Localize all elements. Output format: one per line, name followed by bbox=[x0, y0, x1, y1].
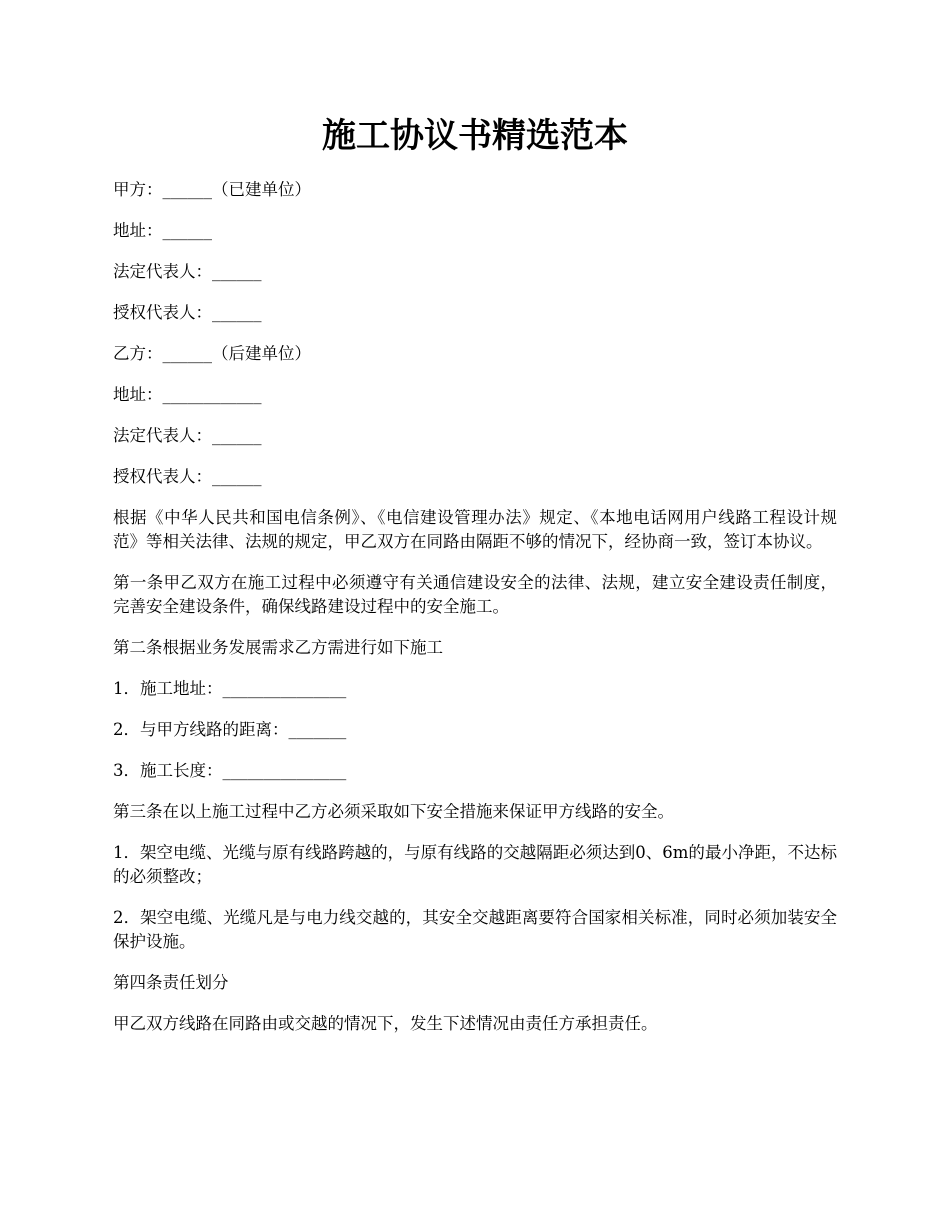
party-b-legal-rep: 法定代表人：______ bbox=[113, 426, 262, 445]
party-b-authorized-rep: 授权代表人：______ bbox=[113, 467, 262, 486]
party-a-authorized-rep: 授权代表人：______ bbox=[113, 303, 262, 322]
article-2-item-3: 3．施工长度：_______________ bbox=[113, 761, 347, 780]
preamble-paragraph: 根据《中华人民共和国电信条例》、《电信建设管理办法》规定、《本地电话网用户线路工程设计规范》等相关法律、法规的规定，甲乙双方在同路由隔距不够的情况下，经协商一致，签订本协议。 bbox=[113, 508, 837, 551]
article-2: 第二条根据业务发展需求乙方需进行如下施工 bbox=[113, 638, 443, 657]
document-title: 施工协议书精选范本 bbox=[322, 116, 628, 156]
article-2-item-2: 2．与甲方线路的距离：_______ bbox=[113, 720, 347, 739]
article-2-item-1: 1．施工地址：_______________ bbox=[113, 679, 347, 698]
article-3-item-1: 1．架空电缆、光缆与原有线路跨越的，与原有线路的交越隔距必须达到0、6m的最小净距，不达标的必须整改； bbox=[113, 843, 837, 886]
article-3: 第三条在以上施工过程中乙方必须采取如下安全措施来保证甲方线路的安全。 bbox=[113, 802, 674, 821]
article-1: 第一条甲乙双方在施工过程中必须遵守有关通信建设安全的法律、法规，建立安全建设责任制度，完善安全建设条件，确保线路建设过程中的安全施工。 bbox=[113, 573, 837, 616]
party-b-line: 乙方：______（后建单位） bbox=[113, 344, 311, 363]
document-body bbox=[113, 178, 837, 1053]
party-a-line: 甲方：______（已建单位） bbox=[113, 180, 311, 199]
article-3-item-2: 2．架空电缆、光缆凡是与电力线交越的，其安全交越距离要符合国家相关标准，同时必须加装安全保护设施。 bbox=[113, 908, 837, 951]
article-4: 第四条责任划分 bbox=[113, 973, 229, 992]
article-4-intro: 甲乙双方线路在同路由或交越的情况下，发生下述情况由责任方承担责任。 bbox=[113, 1014, 658, 1033]
party-a-legal-rep: 法定代表人：______ bbox=[113, 262, 262, 281]
party-b-address: 地址：____________ bbox=[113, 385, 262, 404]
party-a-address: 地址：______ bbox=[113, 221, 212, 240]
